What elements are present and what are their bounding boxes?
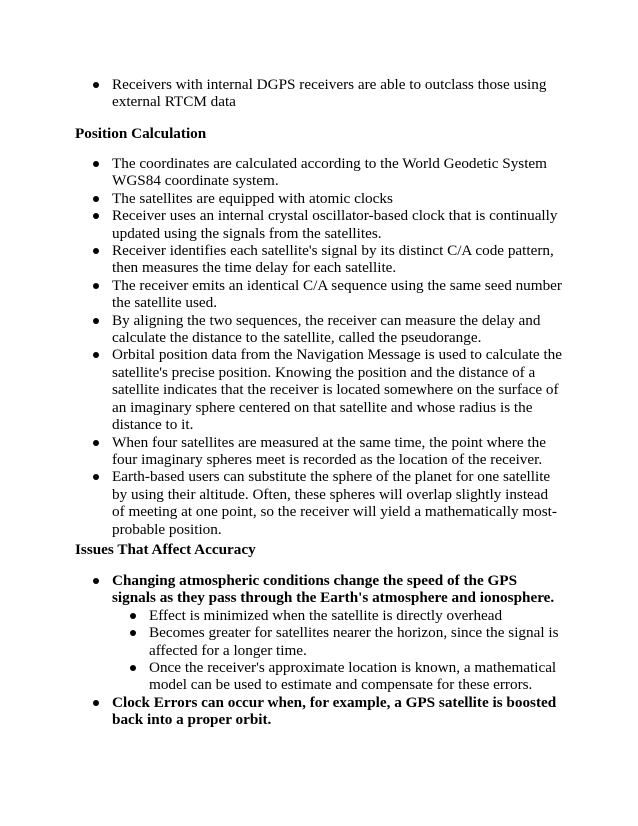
issues-list bbox=[112, 572, 564, 729]
list-item: The satellites are equipped with atomic clocks bbox=[112, 190, 564, 207]
list-item: By aligning the two sequences, the receiver can measure the delay and calculate the distance to the satellite, called the pseudorange. bbox=[112, 312, 564, 347]
position-calculation-list bbox=[112, 155, 564, 538]
list-item: Receiver identifies each satellite's signal by its distinct C/A code pattern, then measures the time delay for each satellite. bbox=[112, 242, 564, 277]
list-item: Receivers with internal DGPS receivers are able to outclass those using external RTCM data bbox=[112, 76, 564, 111]
list-item: The coordinates are calculated according to the World Geodetic System WGS84 coordinate system. bbox=[112, 155, 564, 190]
list-item-clock: Clock Errors can occur when, for example, a GPS satellite is boosted back into a proper orbit. bbox=[112, 694, 564, 729]
list-item: Earth-based users can substitute the sphere of the planet for one satellite by using their altitude. Often, these spheres will overlap slightly instead of meeting at one point, so the receiver will yield a mathematically most-probable position. bbox=[112, 468, 564, 538]
atmospheric-text: Changing atmospheric conditions change the speed of the GPS signals as they pass through the Earth's atmosphere and ionosphere. bbox=[112, 572, 555, 607]
list-item: When four satellites are measured at the same time, the point where the four imaginary spheres meet is recorded as the location of the receiver. bbox=[112, 434, 564, 469]
intro-list bbox=[112, 76, 564, 111]
atmospheric-sublist bbox=[149, 607, 564, 694]
list-item: Orbital position data from the Navigation Message is used to calculate the satellite's precise position. Knowing the position and the distance of a satellite indicates that the receiver is located somewhere on the surface of an imaginary sphere centered on that satellite and whose radius is the distance to it. bbox=[112, 346, 563, 434]
section-heading-issues-accuracy: Issues That Affect Accuracy bbox=[75, 541, 256, 558]
sub-list-item: Once the receiver's approximate location is known, a mathematical model can be used to estimate and compensate for these errors. bbox=[149, 659, 564, 694]
list-item: Receiver uses an internal crystal oscillator-based clock that is continually updated using the signals from the satellites. bbox=[112, 207, 564, 242]
section-heading-position-calculation: Position Calculation bbox=[75, 125, 207, 142]
sub-list-item: Effect is minimized when the satellite is directly overhead bbox=[149, 607, 564, 624]
list-item: The receiver emits an identical C/A sequence using the same seed number the satellite used. bbox=[112, 277, 564, 312]
list-item-atmospheric bbox=[112, 572, 564, 694]
sub-list-item: Becomes greater for satellites nearer the horizon, since the signal is affected for a longer time. bbox=[149, 624, 564, 659]
